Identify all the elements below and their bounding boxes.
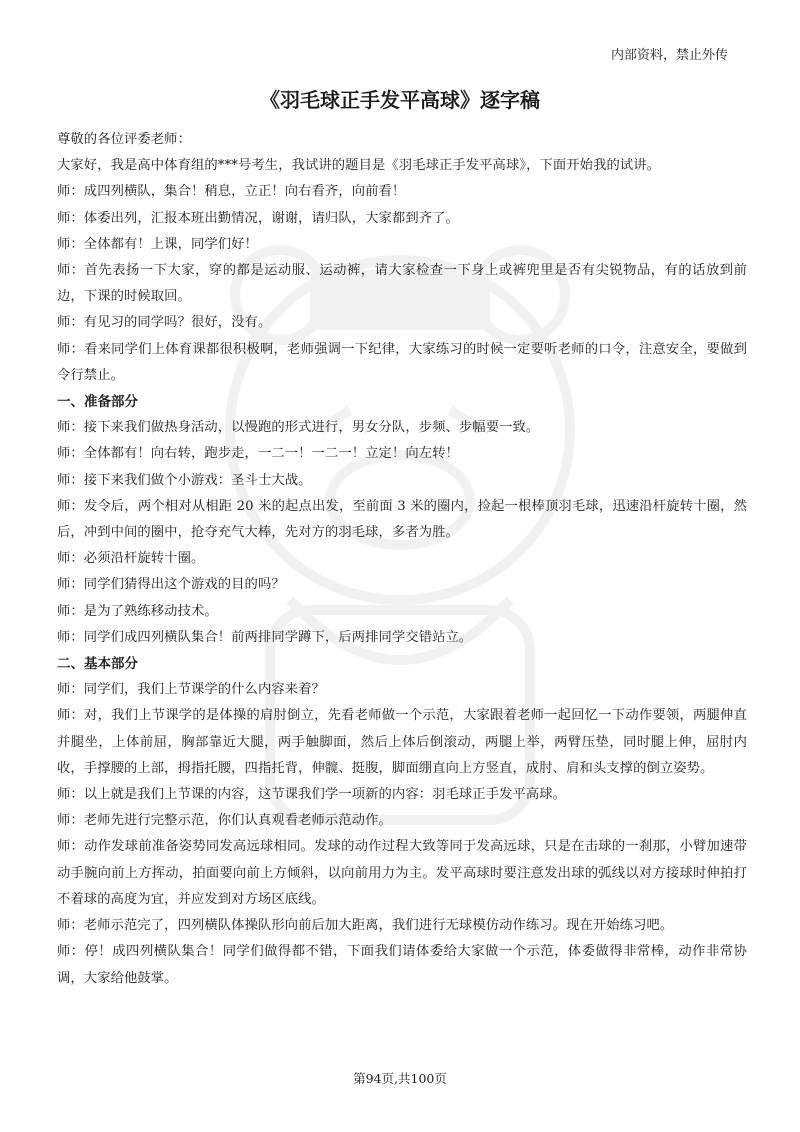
paragraph: 大家好，我是高中体育组的***号考生，我试讲的题目是《羽毛球正手发平高球》，下面开始我的试讲。: [57, 158, 661, 174]
paragraph: 师：接下来我们做热身活动，以慢跑的形式进行，男女分队，步频、步幅要一致。: [57, 420, 540, 436]
paragraph: 师：老师示范完了，四列横队体操队形向前后加大距离，我们进行无球模仿动作练习。现在开始练习吧。: [57, 918, 674, 934]
paragraph: 师：首先表扬一下大家，穿的都是运动服、运动裤，请大家检查一下身上或裤兜里是否有尖锐物品，有的话放到前边，下课的时候取回。: [57, 263, 747, 305]
paragraph: 师：全体都有！上课，同学们好！: [57, 236, 258, 252]
paragraph: 师：有见习的同学吗？很好，没有。: [57, 315, 272, 331]
paragraph: 师：同学们成四列横队集合！前两排同学蹲下，后两排同学交错站立。: [57, 629, 473, 645]
paragraph: 师：看来同学们上体育课都很积极啊，老师强调一下纪律，大家练习的时候一定要听老师的口令，注意安全，要做到令行禁止。: [57, 341, 747, 383]
paragraph: 师：对，我们上节课学的是体操的肩肘倒立，先看老师做一个示范，大家跟着老师一起回忆一下动作要领，两腿伸直并腿坐，上体前屈，胸部靠近大腿，两手触脚面，然后上体后倒滚动，两腿上举，两臂压垫，同时腿上伸，屈肘内收，手撑腰的上部，拇指托腰，四指托背，伸髋、挺腹，脚面绷直向上方竖直，成肘、肩和头支撑的倒立姿势。: [57, 708, 747, 776]
paragraph: 师：以上就是我们上节课的内容，这节课我们学一项新的内容：羽毛球正手发平高球。: [57, 787, 567, 803]
paragraph: 师：老师先进行完整示范，你们认真观看老师示范动作。: [57, 813, 392, 829]
paragraph: 师：是为了熟练移动技术。: [57, 603, 218, 619]
paragraph: 师：同学们，我们上节课学的什么内容来着？: [57, 682, 325, 698]
paragraph: 师：必须沿杆旋转十圈。: [57, 551, 205, 567]
paragraph: 师：停！成四列横队集合！同学们做得都不错，下面我们请体委给大家做一个示范，体委做得非常棒，动作非常协调，大家给他鼓掌。: [57, 944, 747, 986]
paragraph: 师：动作发球前准备姿势同发高远球相同。发球的动作过程大致等同于发高远球，只是在击球的一刹那，小臂加速带动手腕向前上方挥动，拍面要向前上方倾斜，以向前用力为主。发平高球时要注意发出球的弧线以对方接球时伸拍打不着球的高度为宜，并应发到对方场区底线。: [57, 839, 747, 907]
paragraph: 师：接下来我们做个小游戏：圣斗士大战。: [57, 472, 312, 488]
paragraph: 尊敬的各位评委老师：: [57, 132, 191, 147]
paragraph: 师：全体都有！向右转，跑步走，一二一！一二一！立定！向左转！: [57, 446, 459, 462]
paragraph: 师：体委出列，汇报本班出勤情况，谢谢，请归队，大家都到齐了。: [57, 210, 459, 226]
document-body: [57, 127, 747, 992]
paragraph: 师：发令后，两个相对从相距 20 米的起点出发，至前面 3 米的圈内，捡起一根棒顶羽毛球，迅速沿杆旋转十圈，然后，冲到中间的圈中，抢夺充气大棒，先对方的羽毛球，多者为胜。: [57, 498, 747, 541]
paragraph: 师：成四列横队，集合！稍息，立正！向右看齐，向前看！: [57, 184, 406, 200]
section-heading: 二、基本部分: [57, 656, 138, 673]
page-number: 第94页,共100页: [353, 1071, 447, 1086]
paragraph: 师：同学们猜得出这个游戏的目的吗？: [57, 577, 285, 593]
document-title: 《羽毛球正手发平高球》逐字稿: [260, 88, 540, 112]
header-confidential-note: 内部资料，禁止外传: [610, 48, 728, 63]
section-heading: 一、准备部分: [57, 394, 138, 411]
